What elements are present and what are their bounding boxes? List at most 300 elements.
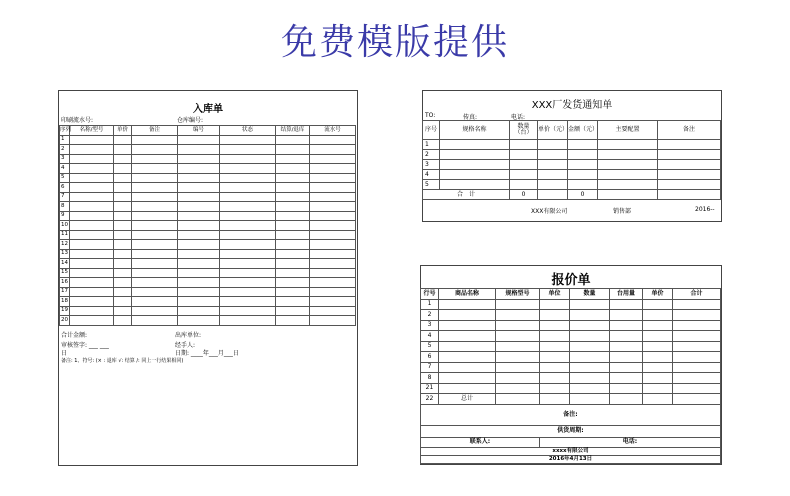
remark-label: 备注: xyxy=(421,404,721,425)
table-cell xyxy=(132,230,178,240)
to-label: TO: xyxy=(425,112,436,119)
table-row xyxy=(60,259,356,269)
table-cell xyxy=(132,211,178,221)
table-cell xyxy=(598,180,658,190)
table-cell xyxy=(178,249,220,259)
row-number: 22 xyxy=(421,394,439,405)
column-header: 金额（元） xyxy=(568,121,598,140)
table-cell xyxy=(276,297,310,307)
table-cell xyxy=(276,164,310,174)
shipping-notice-preview[interactable] xyxy=(422,90,722,222)
table-cell xyxy=(538,140,568,150)
table-cell xyxy=(132,306,178,316)
table-cell xyxy=(643,299,673,310)
table-cell xyxy=(276,145,310,155)
table-cell xyxy=(570,394,610,405)
date-label: 日期: ____年___月___日 xyxy=(175,349,239,357)
table-cell xyxy=(220,259,276,269)
row-number: 16 xyxy=(60,278,70,288)
table-cell xyxy=(132,278,178,288)
table-cell xyxy=(643,373,673,384)
table-row xyxy=(421,383,721,394)
column-header: 合计 xyxy=(673,289,721,300)
table-cell xyxy=(276,221,310,231)
table-cell xyxy=(538,190,568,200)
table-cell xyxy=(439,362,496,373)
table-cell xyxy=(673,394,721,405)
table-row xyxy=(423,170,721,180)
table-cell xyxy=(114,173,132,183)
table-cell xyxy=(510,180,538,190)
quotation-preview[interactable] xyxy=(420,265,722,465)
row-number: 7 xyxy=(60,192,70,202)
print-serial-label: 印刷流水号: xyxy=(61,117,94,124)
column-header: 规格名称 xyxy=(440,121,510,140)
table-cell xyxy=(610,341,643,352)
table-cell xyxy=(220,297,276,307)
table-cell xyxy=(178,268,220,278)
table-cell xyxy=(70,145,114,155)
table-cell xyxy=(538,180,568,190)
table-cell xyxy=(610,373,643,384)
table-row xyxy=(60,211,356,221)
table-cell xyxy=(439,310,496,321)
table-cell xyxy=(114,316,132,326)
column-header: 单价 xyxy=(643,289,673,300)
table-row xyxy=(421,394,721,405)
table-cell xyxy=(220,173,276,183)
table-row xyxy=(60,287,356,297)
total-amount: 0 xyxy=(568,190,598,200)
table-cell xyxy=(496,362,540,373)
table-cell xyxy=(643,331,673,342)
table-cell xyxy=(276,240,310,250)
inbound-footer xyxy=(59,326,357,386)
notice-department: 销售部 xyxy=(613,208,632,215)
table-cell xyxy=(178,192,220,202)
table-cell xyxy=(132,183,178,193)
table-cell xyxy=(220,240,276,250)
table-cell xyxy=(114,287,132,297)
table-cell xyxy=(598,140,658,150)
row-number: 4 xyxy=(60,164,70,174)
table-cell xyxy=(673,352,721,363)
table-row xyxy=(60,145,356,155)
table-cell xyxy=(610,299,643,310)
table-cell xyxy=(178,202,220,212)
table-cell xyxy=(643,310,673,321)
row-number: 3 xyxy=(60,154,70,164)
inbound-form-title: 入库单 xyxy=(193,104,223,115)
table-cell xyxy=(310,164,356,174)
table-cell xyxy=(570,310,610,321)
table-cell xyxy=(70,278,114,288)
table-cell xyxy=(673,362,721,373)
table-cell xyxy=(310,221,356,231)
table-cell xyxy=(114,154,132,164)
table-row xyxy=(60,316,356,326)
table-cell xyxy=(114,145,132,155)
handler-label: 经手人: xyxy=(175,341,196,349)
table-cell xyxy=(178,230,220,240)
table-cell xyxy=(538,150,568,160)
quote-phone-label: 电话: xyxy=(540,437,721,448)
table-cell xyxy=(570,341,610,352)
table-cell xyxy=(310,192,356,202)
table-cell xyxy=(610,383,643,394)
table-cell xyxy=(310,306,356,316)
table-cell xyxy=(310,183,356,193)
table-cell xyxy=(439,331,496,342)
table-cell xyxy=(440,170,510,180)
table-cell xyxy=(132,154,178,164)
contact-row xyxy=(421,437,721,448)
day-label: 日 xyxy=(61,349,68,357)
table-cell xyxy=(70,306,114,316)
table-cell xyxy=(540,310,570,321)
table-cell xyxy=(132,173,178,183)
table-cell xyxy=(570,373,610,384)
row-number: 6 xyxy=(421,352,439,363)
table-cell xyxy=(673,299,721,310)
table-cell xyxy=(114,192,132,202)
column-header: 名称/型号 xyxy=(70,126,114,136)
table-cell xyxy=(310,259,356,269)
table-cell xyxy=(643,394,673,405)
table-cell xyxy=(310,249,356,259)
quotation-title: 报价单 xyxy=(551,273,591,288)
column-header: 商品名称 xyxy=(439,289,496,300)
table-cell xyxy=(276,230,310,240)
table-cell xyxy=(598,160,658,170)
table-cell xyxy=(310,211,356,221)
table-cell xyxy=(178,297,220,307)
table-cell xyxy=(496,341,540,352)
total-row xyxy=(423,190,721,200)
table-cell xyxy=(610,394,643,405)
table-cell xyxy=(114,135,132,145)
table-row xyxy=(421,310,721,321)
table-cell xyxy=(610,310,643,321)
table-cell xyxy=(439,299,496,310)
table-cell xyxy=(276,192,310,202)
table-cell xyxy=(540,373,570,384)
inbound-form-preview[interactable] xyxy=(58,90,358,466)
table-cell xyxy=(276,306,310,316)
table-row xyxy=(60,135,356,145)
table-row xyxy=(60,154,356,164)
table-row xyxy=(60,306,356,316)
table-cell xyxy=(132,135,178,145)
row-number: 5 xyxy=(60,173,70,183)
table-cell xyxy=(178,145,220,155)
table-cell xyxy=(276,173,310,183)
table-cell xyxy=(276,259,310,269)
table-cell xyxy=(568,150,598,160)
table-cell xyxy=(70,230,114,240)
table-cell xyxy=(540,331,570,342)
table-row xyxy=(60,297,356,307)
table-cell xyxy=(610,352,643,363)
table-cell xyxy=(220,202,276,212)
column-header: 主要配置 xyxy=(598,121,658,140)
row-number: 2 xyxy=(423,150,440,160)
table-cell xyxy=(538,170,568,180)
table-cell xyxy=(658,190,721,200)
table-cell xyxy=(673,331,721,342)
row-number: 19 xyxy=(60,306,70,316)
quote-company: xxxx有限公司 xyxy=(421,448,721,456)
table-cell xyxy=(276,268,310,278)
table-cell xyxy=(496,383,540,394)
table-cell xyxy=(70,173,114,183)
table-row xyxy=(421,320,721,331)
table-row xyxy=(60,192,356,202)
table-row xyxy=(421,362,721,373)
table-cell xyxy=(658,180,721,190)
table-cell xyxy=(658,140,721,150)
table-cell xyxy=(310,230,356,240)
table-row xyxy=(60,268,356,278)
table-cell xyxy=(310,240,356,250)
table-cell xyxy=(276,316,310,326)
table-cell xyxy=(568,180,598,190)
table-cell xyxy=(643,341,673,352)
table-cell xyxy=(178,154,220,164)
row-number: 1 xyxy=(421,299,439,310)
table-cell xyxy=(178,173,220,183)
row-number: 10 xyxy=(60,221,70,231)
table-cell xyxy=(178,259,220,269)
table-row xyxy=(60,221,356,231)
table-header-row xyxy=(423,121,721,140)
table-cell xyxy=(220,164,276,174)
total-text: 总计 xyxy=(439,394,496,405)
table-cell xyxy=(132,316,178,326)
table-cell xyxy=(496,352,540,363)
table-row xyxy=(60,164,356,174)
table-cell xyxy=(70,192,114,202)
row-number: 8 xyxy=(421,373,439,384)
table-cell xyxy=(439,320,496,331)
table-cell xyxy=(276,211,310,221)
table-cell xyxy=(132,249,178,259)
table-cell xyxy=(439,373,496,384)
table-row xyxy=(423,140,721,150)
table-cell xyxy=(132,145,178,155)
table-cell xyxy=(178,135,220,145)
table-cell xyxy=(178,306,220,316)
total-amount-label: 合计金额: xyxy=(61,331,88,339)
row-number: 7 xyxy=(421,362,439,373)
table-cell xyxy=(310,173,356,183)
table-cell xyxy=(70,259,114,269)
table-cell xyxy=(643,320,673,331)
table-cell xyxy=(70,221,114,231)
total-label: 合 计 xyxy=(423,190,510,200)
table-cell xyxy=(276,249,310,259)
table-cell xyxy=(220,183,276,193)
row-number: 3 xyxy=(421,320,439,331)
table-cell xyxy=(70,183,114,193)
shipping-notice-title: XXX厂发货通知单 xyxy=(531,100,613,111)
table-cell xyxy=(70,135,114,145)
row-number: 1 xyxy=(60,135,70,145)
column-header: 行号 xyxy=(421,289,439,300)
table-cell xyxy=(568,170,598,180)
table-cell xyxy=(610,320,643,331)
inbound-note: 备注: 1、符号: (× : 退库 √: 结算 /: 同上一行结果相同) xyxy=(61,357,184,364)
table-cell xyxy=(540,299,570,310)
column-header: 数量 xyxy=(570,289,610,300)
table-row xyxy=(60,249,356,259)
notice-company: XXX有限公司 xyxy=(531,208,568,215)
table-cell xyxy=(70,316,114,326)
table-cell xyxy=(276,278,310,288)
table-cell xyxy=(673,341,721,352)
inbound-table xyxy=(59,125,356,326)
table-cell xyxy=(658,170,721,180)
table-cell xyxy=(310,287,356,297)
table-cell xyxy=(540,320,570,331)
table-row xyxy=(60,202,356,212)
table-cell xyxy=(220,145,276,155)
row-number: 4 xyxy=(421,331,439,342)
shipping-notice-table xyxy=(422,120,721,200)
table-cell xyxy=(114,230,132,240)
column-header: 备注 xyxy=(132,126,178,136)
table-cell xyxy=(114,249,132,259)
table-cell xyxy=(610,362,643,373)
table-cell xyxy=(643,362,673,373)
table-cell xyxy=(132,297,178,307)
table-cell xyxy=(310,297,356,307)
row-number: 15 xyxy=(60,268,70,278)
page-headline: 免费模版提供 xyxy=(280,22,509,63)
remark-row xyxy=(421,404,721,425)
table-cell xyxy=(114,268,132,278)
row-number: 2 xyxy=(60,145,70,155)
table-cell xyxy=(70,211,114,221)
table-cell xyxy=(220,306,276,316)
notice-date: 2016-- xyxy=(695,206,715,213)
column-header: 单价（元） xyxy=(538,121,568,140)
row-number: 3 xyxy=(423,160,440,170)
table-cell xyxy=(276,135,310,145)
table-cell xyxy=(220,268,276,278)
table-cell xyxy=(276,202,310,212)
table-cell xyxy=(220,230,276,240)
table-cell xyxy=(70,297,114,307)
table-cell xyxy=(570,320,610,331)
table-cell xyxy=(540,394,570,405)
table-row xyxy=(423,150,721,160)
table-cell xyxy=(310,145,356,155)
table-cell xyxy=(114,202,132,212)
warehouse-number-label: 仓库编号: xyxy=(177,117,204,124)
table-cell xyxy=(440,160,510,170)
table-cell xyxy=(496,331,540,342)
table-cell xyxy=(439,352,496,363)
column-header: 数量（台） xyxy=(510,121,538,140)
table-cell xyxy=(178,316,220,326)
table-cell xyxy=(310,268,356,278)
column-header: 状态 xyxy=(220,126,276,136)
table-cell xyxy=(540,352,570,363)
table-cell xyxy=(598,150,658,160)
delivery-row xyxy=(421,425,721,437)
table-cell xyxy=(178,278,220,288)
table-row xyxy=(60,278,356,288)
table-cell xyxy=(114,183,132,193)
table-cell xyxy=(114,240,132,250)
review-signature-label: 审核签字: ___ ___ xyxy=(61,341,109,349)
table-cell xyxy=(540,362,570,373)
row-number: 20 xyxy=(60,316,70,326)
table-cell xyxy=(70,268,114,278)
table-cell xyxy=(658,160,721,170)
table-cell xyxy=(673,310,721,321)
table-cell xyxy=(610,331,643,342)
table-cell xyxy=(132,192,178,202)
table-cell xyxy=(178,287,220,297)
table-header-row xyxy=(60,126,356,136)
table-cell xyxy=(114,297,132,307)
row-number: 4 xyxy=(423,170,440,180)
table-cell xyxy=(496,320,540,331)
delivery-label: 供货周期: xyxy=(421,425,721,437)
table-cell xyxy=(540,383,570,394)
table-cell xyxy=(114,164,132,174)
column-header: 规格型号 xyxy=(496,289,540,300)
table-cell xyxy=(310,316,356,326)
date-row xyxy=(421,456,721,464)
table-cell xyxy=(643,383,673,394)
outbound-unit-label: 出库单位: xyxy=(175,331,202,339)
table-cell xyxy=(114,259,132,269)
table-row xyxy=(421,352,721,363)
table-cell xyxy=(70,240,114,250)
table-cell xyxy=(114,221,132,231)
table-cell xyxy=(178,221,220,231)
table-cell xyxy=(439,341,496,352)
table-cell xyxy=(598,190,658,200)
table-row xyxy=(421,299,721,310)
table-cell xyxy=(570,352,610,363)
table-cell xyxy=(70,287,114,297)
table-cell xyxy=(220,249,276,259)
column-header: 单价 xyxy=(114,126,132,136)
row-number: 9 xyxy=(60,211,70,221)
table-cell xyxy=(598,170,658,180)
table-cell xyxy=(496,310,540,321)
table-cell xyxy=(570,299,610,310)
column-header: 序列 xyxy=(60,126,70,136)
row-number: 1 xyxy=(423,140,440,150)
contact-label: 联系人: xyxy=(421,437,540,448)
table-row xyxy=(421,331,721,342)
table-cell xyxy=(570,383,610,394)
column-header: 流水号 xyxy=(310,126,356,136)
table-cell xyxy=(178,211,220,221)
row-number: 14 xyxy=(60,259,70,269)
row-number: 2 xyxy=(421,310,439,321)
table-cell xyxy=(440,180,510,190)
row-number: 12 xyxy=(60,240,70,250)
table-cell xyxy=(70,164,114,174)
table-cell xyxy=(310,135,356,145)
table-cell xyxy=(496,394,540,405)
